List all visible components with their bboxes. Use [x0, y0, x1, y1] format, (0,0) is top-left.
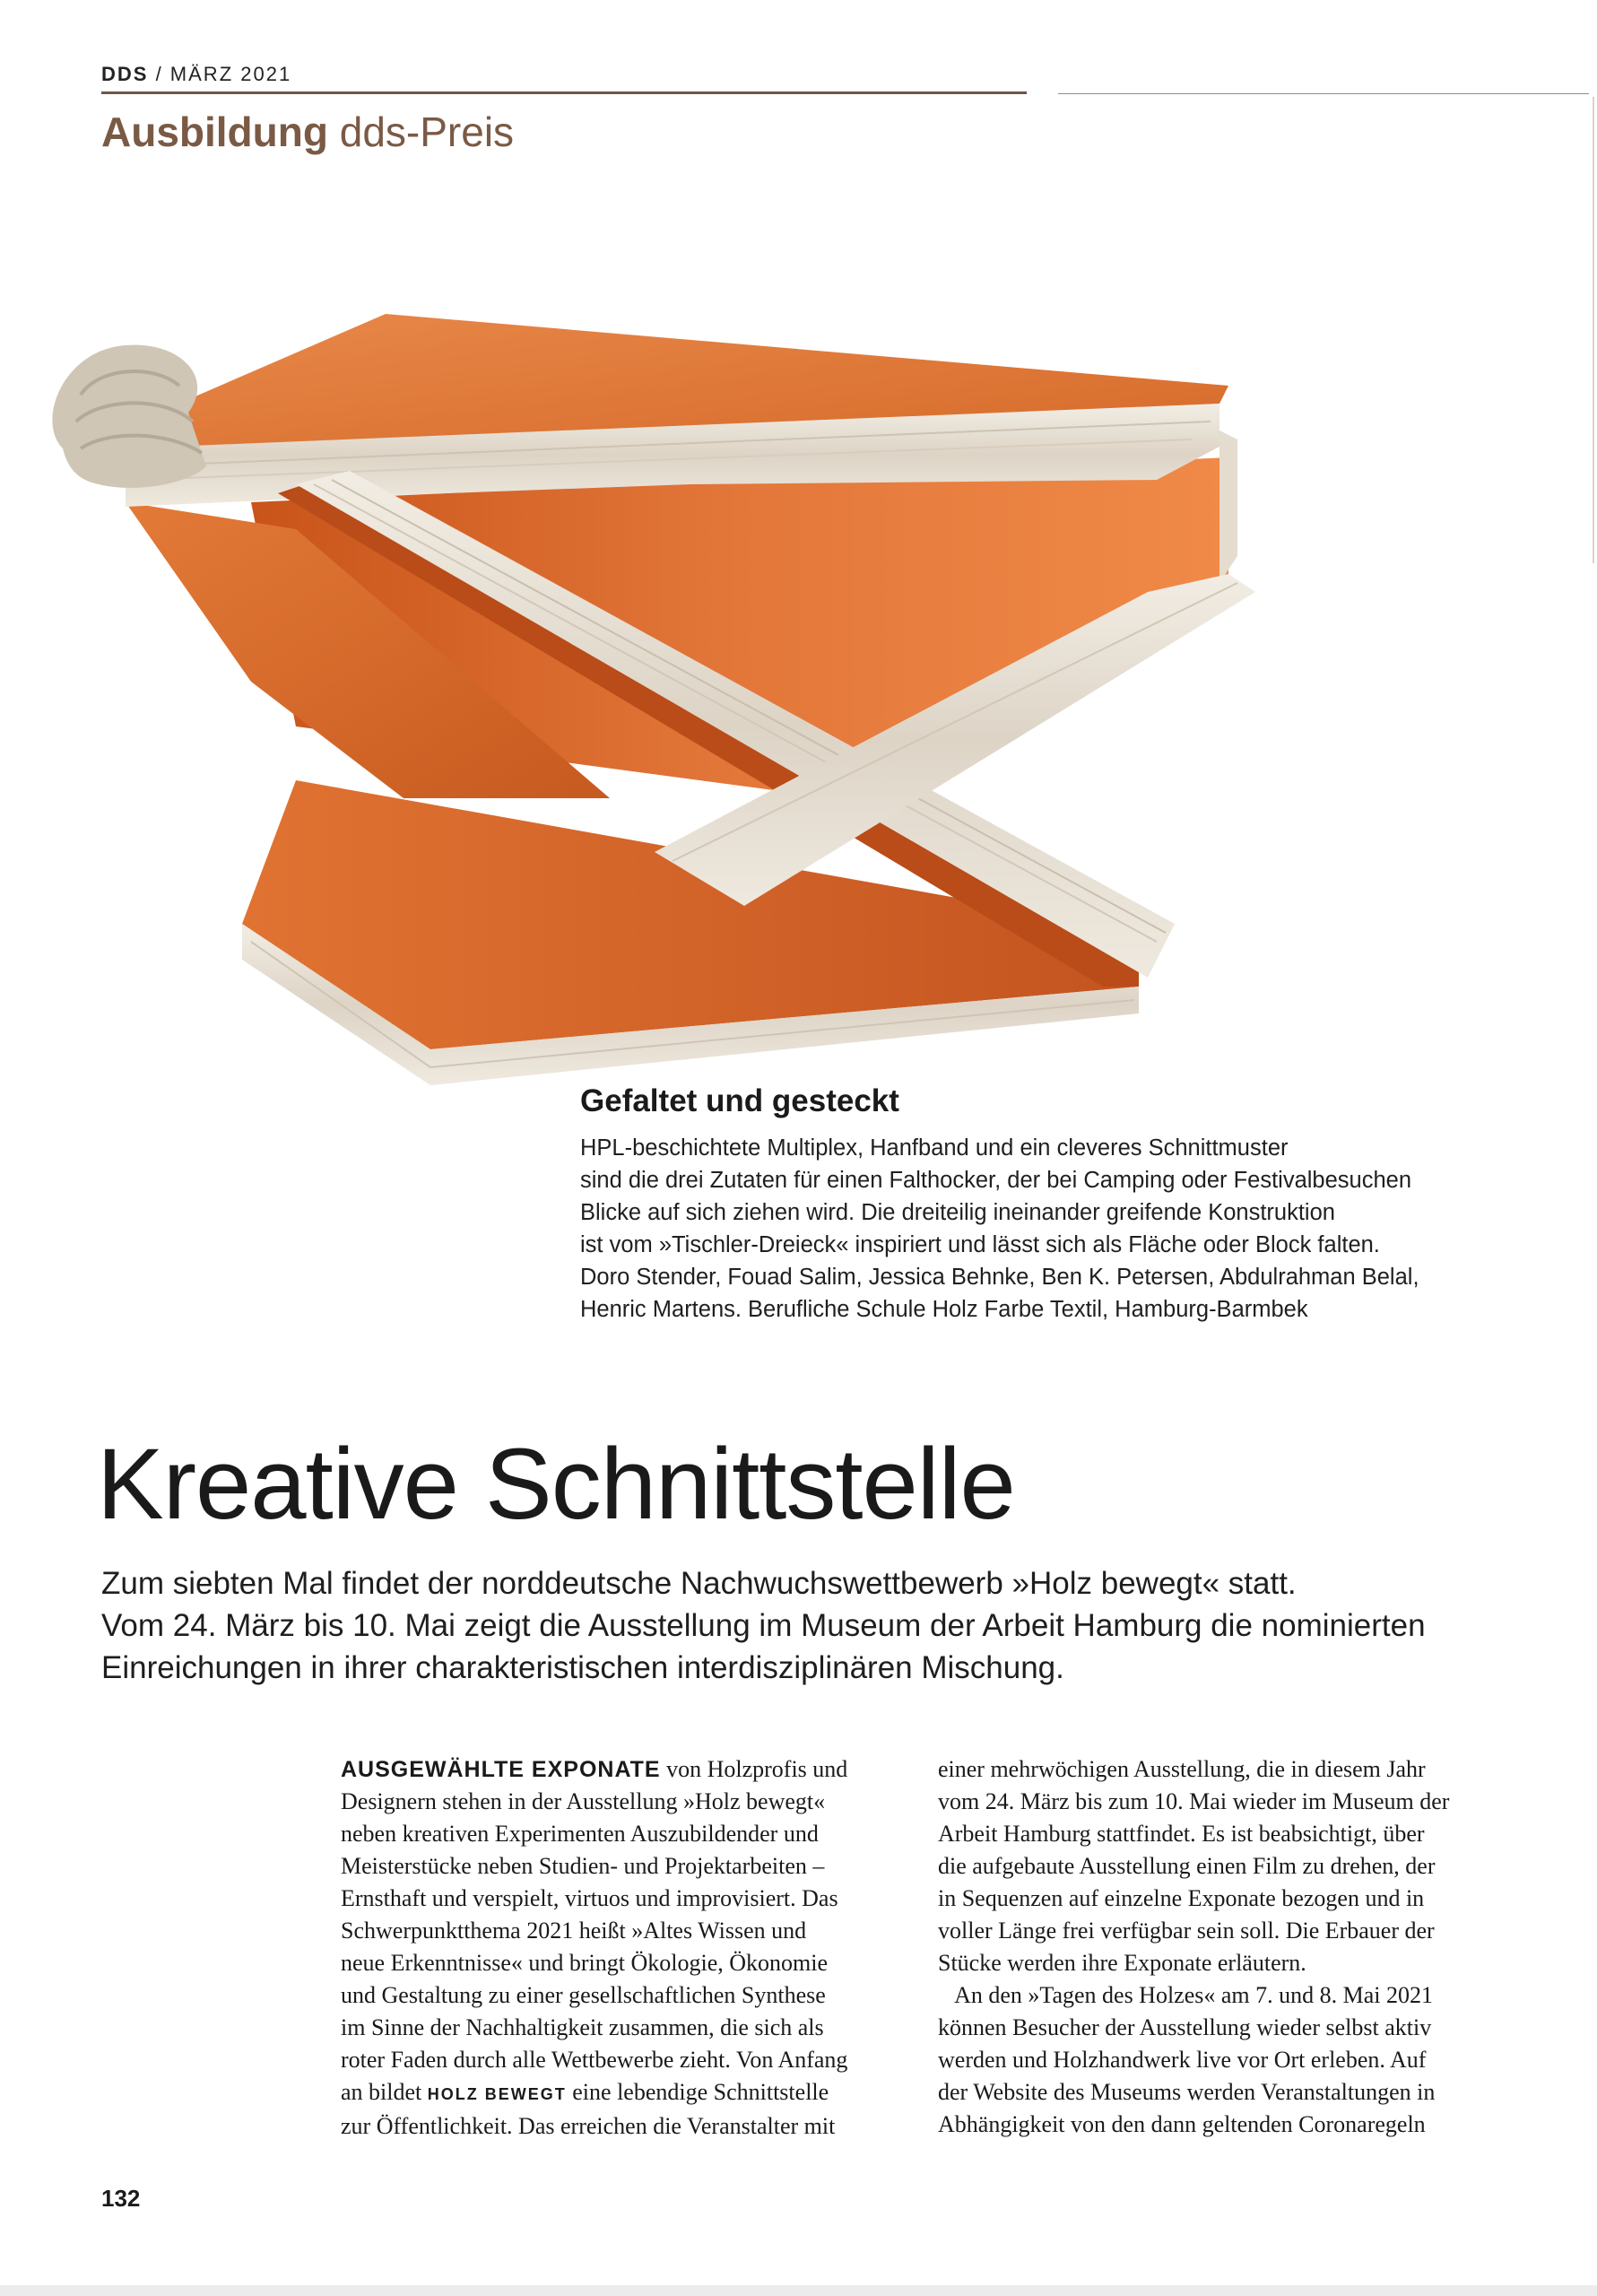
body-line: die aufgebaute Ausstellung einen Film zu drehen, der	[938, 1853, 1436, 1879]
body-line: Stücke werden ihre Exponate erläutern.	[938, 1950, 1306, 1976]
body-line: werden und Holzhandwerk live vor Ort erleben. Auf	[938, 2047, 1427, 2073]
lead-in: AUSGEWÄHLTE EXPONATE	[341, 1757, 661, 1782]
section-title-strong: Ausbildung	[101, 109, 328, 155]
body-line: im Sinne der Nachhaltigkeit zusammen, die sich als	[341, 2014, 824, 2040]
body-line: Abhängigkeit von den dann geltenden Coronaregeln	[938, 2111, 1426, 2137]
body-line	[341, 1753, 908, 1786]
body-line: Arbeit Hamburg stattfindet. Es ist beabsichtigt, über	[938, 1821, 1425, 1847]
body-line: Schwerpunktthema 2021 heißt »Altes Wissen und	[341, 1918, 807, 1944]
body-column-1	[341, 1753, 908, 2143]
deck-line: Einreichungen in ihrer charakteristischen interdisziplinären Mischung.	[101, 1650, 1064, 1685]
body-line: Ernsthaft und verspielt, virtuos und improvisiert. Das	[341, 1885, 838, 1911]
body-line: roter Faden durch alle Wettbewerbe zieht. Von Anfang	[341, 2047, 848, 2073]
caption-line: Doro Stender, Fouad Salim, Jessica Behnke, Ben K. Petersen, Abdulrahman Belal,	[580, 1265, 1419, 1290]
section-title	[101, 108, 514, 156]
body-line: in Sequenzen auf einzelne Exponate bezogen und in	[938, 1885, 1425, 1911]
body-text: eine lebendige Schnittstelle	[566, 2079, 829, 2105]
body-line: neue Erkenntnisse« und bringt Ökologie, Ökonomie	[341, 1950, 829, 1976]
caption-line: sind die drei Zutaten für einen Falthocker, der bei Camping oder Festivalbesuchen	[580, 1168, 1412, 1193]
body-line: vom 24. März bis zum 10. Mai wieder im Museum der	[938, 1788, 1450, 1814]
caption-body	[580, 1132, 1477, 1326]
body-line: voller Länge frei verfügbar sein soll. Die Erbauer der	[938, 1918, 1435, 1944]
deck-line: Zum siebten Mal findet der norddeutsche Nachwuchswettbewerb »Holz bewegt« statt.	[101, 1566, 1297, 1601]
body-column-2	[938, 1753, 1506, 2141]
body-line: Meisterstücke neben Studien- und Projektarbeiten –	[341, 1853, 825, 1879]
folding-stool-photo	[27, 296, 1291, 1103]
body-line: neben kreativen Experimenten Auszubildender und	[341, 1821, 819, 1847]
caption-line: Blicke auf sich ziehen wird. Die dreiteilig ineinander greifende Konstruktion	[580, 1200, 1335, 1225]
deck-line: Vom 24. März bis 10. Mai zeigt die Ausstellung im Museum der Arbeit Hamburg die nominierten	[101, 1608, 1426, 1643]
page-number: 132	[101, 2185, 141, 2212]
body-line: An den »Tagen des Holzes« am 7. und 8. Mai 2021	[938, 1982, 1434, 2008]
body-line: und Gestaltung zu einer gesellschaftlichen Synthese	[341, 1982, 826, 2008]
caption-line: Henric Martens. Berufliche Schule Holz Farbe Textil, Hamburg-Barmbek	[580, 1297, 1308, 1322]
body-text: an bildet	[341, 2079, 428, 2105]
body-line: Designern stehen in der Ausstellung »Holz bewegt«	[341, 1788, 826, 1814]
body-line: können Besucher der Ausstellung wieder selbst aktiv	[938, 2014, 1432, 2040]
body-line: zur Öffentlichkeit. Das erreichen die Veranstalter mit	[341, 2113, 836, 2139]
bottom-bar	[0, 2285, 1597, 2296]
header-rule	[101, 91, 1027, 94]
running-head	[101, 63, 291, 86]
body-line: einer mehrwöchigen Ausstellung, die in diesem Jahr	[938, 1756, 1426, 1782]
article-headline: Kreative Schnittstelle	[97, 1428, 1015, 1540]
caption-line: HPL-beschichtete Multiplex, Hanfband und ein cleveres Schnittmuster	[580, 1135, 1289, 1161]
caption-line: ist vom »Tischler-Dreieck« inspiriert und lässt sich als Fläche oder Block falten.	[580, 1232, 1380, 1257]
stool-right-edge	[1219, 430, 1237, 583]
body-line	[341, 2076, 908, 2110]
header-rule-right	[1058, 93, 1589, 94]
issue-date: / MÄRZ 2021	[155, 63, 292, 85]
lead-in-rest: von Holzprofis und	[660, 1756, 848, 1782]
magazine-name: DDS	[101, 63, 149, 85]
caption-title: Gefaltet und gesteckt	[580, 1083, 899, 1118]
event-name-smallcaps: HOLZ BEWEGT	[427, 2085, 567, 2103]
article-deck	[101, 1562, 1572, 1689]
section-title-light: dds-Preis	[339, 109, 515, 155]
body-line: der Website des Museums werden Veranstaltungen in	[938, 2079, 1436, 2105]
page-edge-divider	[1593, 97, 1594, 563]
